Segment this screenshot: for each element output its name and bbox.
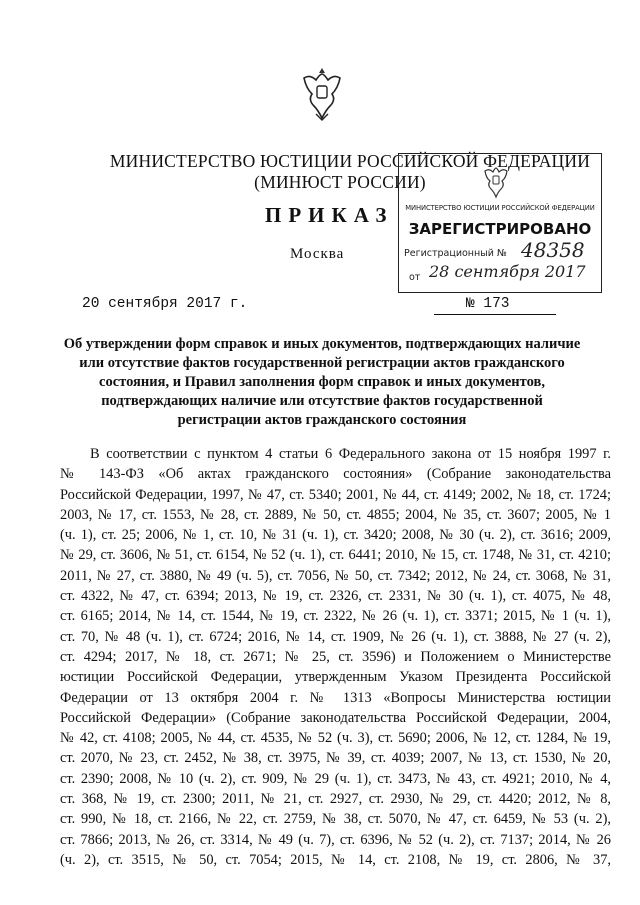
stamp-ministry-name: МИНИСТЕРСТВО ЮСТИЦИИ РОССИЙСКОЙ ФЕДЕРАЦИИ [405, 204, 595, 212]
ministry-name: МИНИСТЕРСТВО ЮСТИЦИИ РОССИЙСКОЙ ФЕДЕРАЦИИ [109, 151, 591, 171]
document-city: Москва [290, 246, 345, 262]
stamp-registration-label: Регистрационный № [404, 248, 507, 259]
stamp-date-prefix: от [409, 272, 421, 283]
stamp-status: ЗАРЕГИСТРИРОВАНО [408, 220, 592, 238]
ministry-short-name: (МИНЮСТ РОССИИ) [254, 172, 426, 192]
stamp-date-value: 28 сентября 2017 [429, 262, 586, 281]
stamp-coat-of-arms-icon [481, 162, 511, 200]
stamp-registration-number: 48358 [521, 238, 585, 262]
document-number: № 173 [466, 296, 510, 312]
coat-of-arms-icon [298, 64, 346, 124]
document-date: 20 сентября 2017 г. [82, 296, 248, 312]
document-body: В соответствии с пунктом 4 статьи 6 Федерального закона от 15 ноября 1997 г. № 143-ФЗ «Об актах гражданского состояния» (Собрание законодательства Российской Федерации, 1997, № 47, ст. 5340; 2001, № 44, ст. 4149; 2002, № 18, ст. 1724; 2003, № 17, ст. 1553, № 28, ст. 2889, № 50, ст. 4855; 2004, № 35, ст. 3607; 2005, № 1 (ч. 1), ст. 25; 2006, № 1, ст. 10, № 31 (ч. 1), ст. 3420; 2008, № 30 (ч. 2), ст. 3616; 2009, № 29, ст. 3606, № 51, ст. 6154, № 52 (ч. 1), ст. 6441; 2010, № 15, ст. 1748, № 31, ст. 4210; 2011, № 27, ст. 3880, № 49 (ч. 5), ст. 7056, № 50, ст. 7342; 2012, № 24, ст. 3068, № 31, ст. 4322, № 47, ст. 6394; 2013, № 19, ст. 2326, ст. 2331, № 30 (ч. 1), ст. 4075, № 48, ст. 6165; 2014, № 14, ст. 1544, № 19, ст. 2322, № 26 (ч. 1), ст. 3371; 2015, № 1 (ч. 1), ст. 70, № 48 (ч. 1), ст. 6724; 2016, № 14, ст. 1909, № 26 (ч. 1), ст. 3888, № 27 (ч. 2), ст. 4294; 2017, № 18, ст. 2671; № 25, ст. 3596) и Положением о Министерстве юстиции Российской Федерации, утвержденным Указом Президента Российской Федерации от 13 октября 2004 г. № 1313 «Вопросы Министерства юстиции Российской Федерации» (Собрание законодательства Российской Федерации, 2004, № 42, ст. 4108; 2005, № 44, ст. 4535, № 52 (ч. 3), ст. 5690; 2006, № 12, ст. 1284, № 19, ст. 2070, № 23, ст. 2452, № 38, ст. 3975, № 39, ст. 4039; 2007, № 13, ст. 1530, № 20, ст. 2390; 2008, № 10 (ч. 2), ст. 909, № 29 (ч. 1), ст. 3473, № 43, ст. 4921; 2010, № 4, ст. 368, № 19, ст. 2300; 2011, № 21, ст. 2927, ст. 2930, № 29, ст. 4420; 2012, № 8, ст. 990, № 18, ст. 2166, № 22, ст. 2759, № 38, ст. 5070, № 47, ст. 6459, № 53 (ч. 2), ст. 7866; 2013, № 26, ст. 3314, № 49 (ч. 7), ст. 6396, № 52 (ч. 2), ст. 7137; 2014, № 26 (ч. 2), ст. 3515, № 50, ст. 7054; 2015, № 14, ст. 2108, № 19, ст. 2806, № 37, [60, 446, 611, 868]
document-type: ПРИКАЗ [265, 203, 394, 227]
registration-stamp [398, 153, 602, 293]
number-underline [434, 314, 556, 315]
stamp-date [425, 262, 586, 281]
document-title: Об утверждении форм справок и иных документов, подтверждающих наличие или отсутствие фактов государственной регистрации актов гражданского состояния, и Правил заполнения форм справок и иных документов, подтверждающих наличие или отсутствие фактов государственной регистрации актов гражданского состояния [63, 336, 581, 428]
